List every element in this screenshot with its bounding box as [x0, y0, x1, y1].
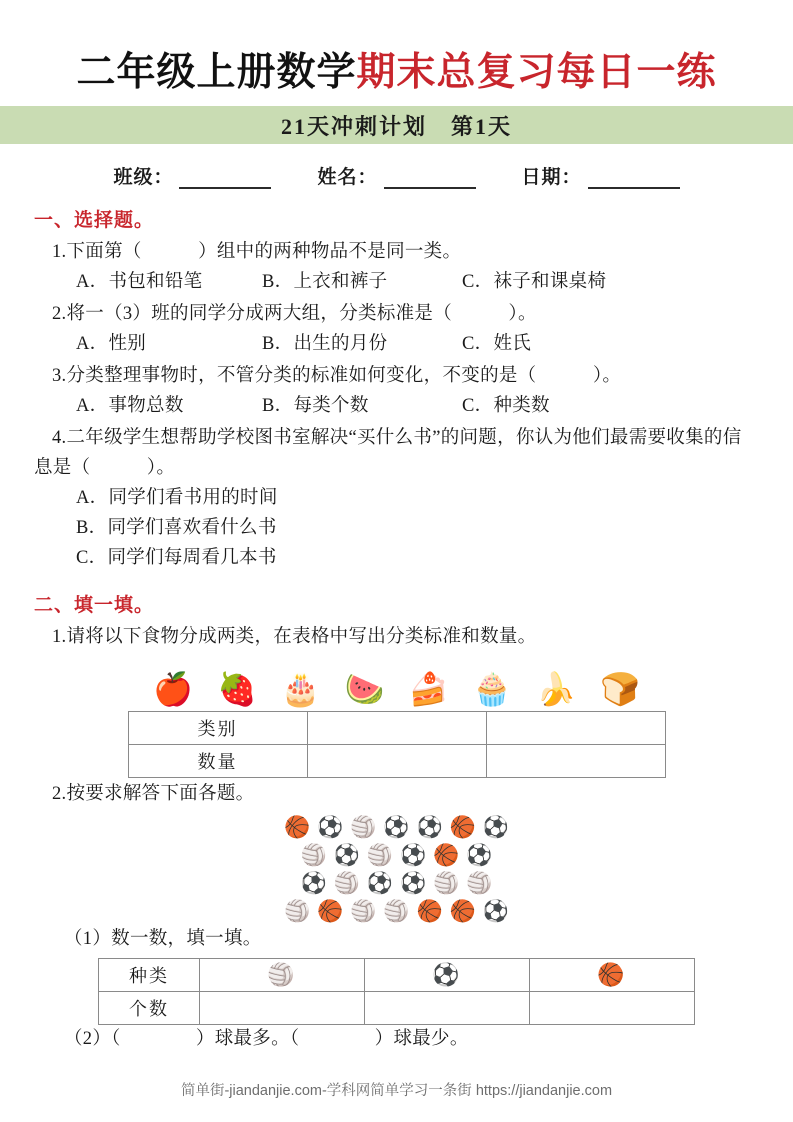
food-icon-row [34, 661, 759, 705]
volleyball-icon: 🏐 [366, 842, 393, 867]
plan-banner [0, 106, 793, 144]
question-3-option-a[interactable]: A．事物总数 [76, 395, 184, 416]
question-2-option-a[interactable]: A．性别 [76, 334, 147, 355]
food-table-cell-category-1[interactable] [307, 711, 486, 744]
bread-icon: 🍞 [600, 670, 640, 707]
question-4-option-b[interactable]: B．同学们喜欢看什么书 [76, 517, 277, 538]
question-3-options [34, 392, 759, 422]
question-4-options [34, 484, 759, 574]
cupcake-icon: 🧁 [472, 670, 513, 707]
ball-table-count-volleyball[interactable] [200, 992, 365, 1025]
question-1-stem: 1.下面第（ ）组中的两种物品不是同一类。 [52, 242, 462, 263]
fill-question-2-sub-1: （1）数一数，填一填。 [64, 928, 262, 949]
basketball-icon: 🏀 [317, 898, 344, 923]
ball-count-table [98, 958, 695, 1025]
soccer-icon: ⚽ [333, 842, 360, 867]
basketball-icon: 🏀 [449, 898, 476, 923]
name-field [317, 162, 475, 189]
question-1-option-a[interactable]: A．书包和铅笔 [76, 272, 203, 293]
soccer-icon: ⚽ [366, 870, 393, 895]
section-heading-fill: 二、填一填。 [34, 594, 155, 616]
watermelon-icon: 🍉 [344, 670, 385, 707]
strawberry-icon: 🍓 [216, 670, 257, 707]
soccer-icon: ⚽ [383, 814, 410, 839]
class-blank[interactable] [179, 170, 271, 189]
soccer-icon: ⚽ [466, 842, 493, 867]
ball-grid-row-2 [301, 842, 493, 869]
basketball-icon: 🏀 [530, 959, 695, 992]
date-label: 日期： [521, 167, 582, 189]
food-table-cell-quantity-1[interactable] [307, 744, 486, 777]
soccer-icon: ⚽ [317, 814, 344, 839]
ball-grid-row-1 [284, 814, 509, 841]
fill-question-2-stem: 2.按要求解答下面各题。 [52, 783, 255, 804]
question-1-option-c[interactable]: C．袜子和课桌椅 [462, 272, 607, 293]
cake-slice-icon: 🍰 [408, 670, 449, 707]
table-row [128, 711, 665, 744]
soccer-icon: ⚽ [482, 814, 510, 839]
volleyball-icon: 🏐 [383, 898, 410, 923]
basketball-icon: 🏀 [283, 814, 311, 839]
question-4-stem: 4.二年级学生想帮助学校图书室解决“买什么书”的问题，你认为他们最需要收集的信息是（ ）。 [34, 427, 742, 478]
question-4-option-a[interactable]: A．同学们看书用的时间 [76, 487, 278, 508]
food-classification-table [128, 711, 666, 778]
soccer-icon: ⚽ [300, 870, 327, 895]
food-table-row-label-quantity: 数量 [128, 744, 307, 777]
ball-grid-row-3 [301, 870, 493, 897]
volleyball-icon: 🏐 [333, 870, 360, 895]
question-2-stem: 2.将一（3）班的同学分成两大组，分类标准是（ ）。 [52, 304, 537, 325]
ball-table-row-label-type: 种类 [99, 959, 200, 992]
name-label: 姓名： [317, 167, 378, 189]
question-2-option-b[interactable]: B．出生的月份 [262, 334, 388, 355]
student-info-row [0, 162, 793, 189]
volleyball-icon: 🏐 [350, 814, 377, 839]
ball-grid [34, 814, 759, 925]
ball-table-count-soccer[interactable] [365, 992, 530, 1025]
plan-banner-label: 21天冲刺计划 第1天 [280, 113, 512, 139]
question-2-option-c[interactable]: C．姓氏 [462, 334, 532, 355]
table-row [99, 959, 695, 992]
volleyball-icon: 🏐 [433, 870, 460, 895]
soccer-icon: ⚽ [365, 959, 530, 992]
basketball-icon: 🏀 [449, 814, 476, 839]
soccer-icon: ⚽ [482, 898, 510, 923]
soccer-icon: ⚽ [416, 814, 443, 839]
date-field [522, 162, 680, 189]
food-table-cell-category-2[interactable] [486, 711, 665, 744]
food-table-cell-quantity-2[interactable] [486, 744, 665, 777]
question-1-option-b[interactable]: B．上衣和裤子 [262, 272, 388, 293]
basketball-icon: 🏀 [416, 898, 443, 923]
class-field [113, 162, 271, 189]
footer-watermark: 简单街-jiandanjie.com-学科网简单学习一条街 https://jiandanjie.com [180, 1083, 613, 1099]
layer-cake-icon: 🎂 [280, 670, 321, 707]
ball-table-row-label-count: 个数 [99, 992, 200, 1025]
soccer-icon: ⚽ [400, 870, 427, 895]
ball-table-count-basketball[interactable] [530, 992, 695, 1025]
question-3-option-b[interactable]: B．每类个数 [262, 395, 369, 416]
volleyball-icon: 🏐 [466, 870, 493, 895]
volleyball-icon: 🏐 [283, 898, 311, 923]
name-blank[interactable] [384, 170, 476, 189]
question-3-stem: 3.分类整理事物时，不管分类的标准如何变化，不变的是（ ）。 [52, 365, 622, 386]
banana-icon: 🍌 [536, 670, 577, 707]
food-table-row-label-category: 类别 [128, 711, 307, 744]
fill-question-1-stem: 1.请将以下食物分成两类，在表格中写出分类标准和数量。 [52, 626, 537, 647]
table-row [99, 992, 695, 1025]
volleyball-icon: 🏐 [300, 842, 327, 867]
page-title-red: 期末总复习每日一练 [356, 51, 717, 94]
table-row [128, 744, 665, 777]
question-3-option-c[interactable]: C．种类数 [462, 395, 550, 416]
soccer-icon: ⚽ [400, 842, 427, 867]
worksheet-content [0, 205, 793, 1055]
question-1-options [34, 268, 759, 298]
section-heading-choice: 一、选择题。 [34, 210, 155, 232]
volleyball-icon: 🏐 [200, 959, 365, 992]
ball-grid-row-4 [284, 898, 509, 925]
class-label: 班级： [113, 167, 174, 189]
page-title-black: 二年级上册数学 [76, 51, 357, 94]
date-blank[interactable] [588, 170, 680, 189]
fill-question-2-sub-2: （2）（ ）球最多。（ ）球最少。 [64, 1029, 469, 1050]
page-title [0, 52, 793, 94]
apple-icon: 🍎 [153, 670, 193, 707]
basketball-icon: 🏀 [433, 842, 460, 867]
question-2-options [34, 330, 759, 360]
question-4-option-c[interactable]: C．同学们每周看几本书 [76, 547, 277, 568]
volleyball-icon: 🏐 [350, 898, 377, 923]
